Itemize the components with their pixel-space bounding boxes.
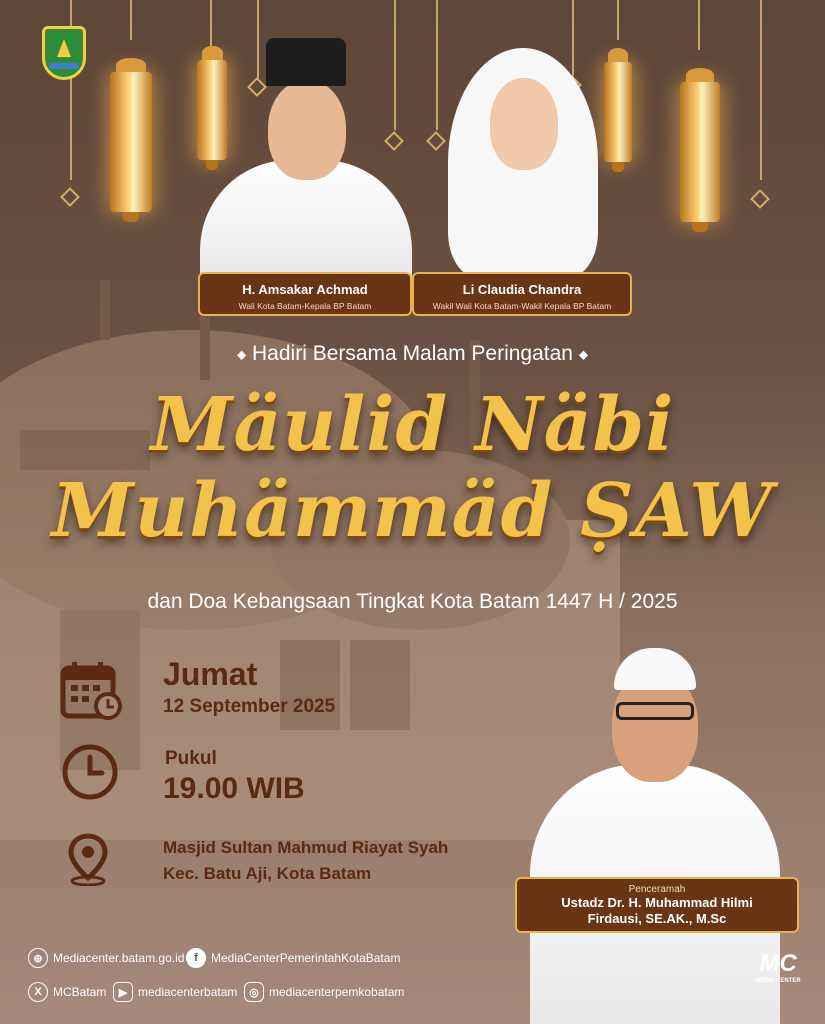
social-website[interactable] xyxy=(28,948,184,968)
youtube-icon: ▶ xyxy=(113,982,133,1002)
media-center-logo xyxy=(752,950,804,984)
official-namecard-2 xyxy=(412,272,632,316)
social-instagram[interactable] xyxy=(244,982,404,1002)
speaker-label: Penceramah xyxy=(628,884,686,895)
website-text: Mediacenter.batam.go.id xyxy=(53,951,185,965)
diamond-icon: ◆ xyxy=(578,347,589,362)
official-name: Li Claudia Chandra xyxy=(462,282,582,297)
official-name: H. Amsakar Achmad xyxy=(242,282,368,297)
portrait-speaker xyxy=(530,644,780,1024)
official-role: Wakil Wali Kota Batam-Wakil Kepala BP Batam xyxy=(432,301,612,311)
facebook-icon: f xyxy=(186,948,206,968)
portrait-amsakar-achmad xyxy=(200,30,412,280)
instagram-icon: ◎ xyxy=(244,982,264,1002)
globe-icon: ⊕ xyxy=(28,948,48,968)
mc-logo-mark: MC xyxy=(759,950,797,977)
social-facebook[interactable] xyxy=(186,948,400,968)
event-title-line2: Muhämmäd ṢAW xyxy=(51,468,774,554)
mc-logo-sub: MEDIA CENTER xyxy=(755,978,801,984)
instagram-text: mediacenterpemkobatam xyxy=(269,985,405,999)
invite-text: Hadiri Bersama Malam Peringatan xyxy=(252,342,573,365)
official-namecard-1 xyxy=(198,272,412,316)
event-title-line1: Mäulid Näbi xyxy=(150,382,675,468)
x-icon: X xyxy=(28,982,48,1002)
event-date: 12 September 2025 xyxy=(163,696,336,717)
social-x[interactable] xyxy=(28,982,106,1002)
x-text: MCBatam xyxy=(53,985,107,999)
location-pin-icon xyxy=(66,832,110,886)
diamond-icon: ◆ xyxy=(236,347,247,362)
speaker-name-line2: Firdausi, SE.AK., M.Sc xyxy=(587,911,727,926)
event-day: Jumat xyxy=(163,656,258,692)
calendar-icon xyxy=(60,660,124,722)
facebook-text: MediaCenterPemerintahKotaBatam xyxy=(211,951,401,965)
invite-line xyxy=(0,342,825,366)
venue-area: Kec. Batu Aji, Kota Batam xyxy=(163,864,372,883)
social-youtube[interactable] xyxy=(113,982,237,1002)
time-label: Pukul xyxy=(165,748,217,769)
event-time: 19.00 WIB xyxy=(163,772,305,805)
speaker-name-line1: Ustadz Dr. H. Muhammad Hilmi xyxy=(561,895,753,910)
speaker-namecard xyxy=(515,877,799,933)
batam-city-emblem xyxy=(42,26,86,80)
official-role: Wali Kota Batam-Kepala BP Batam xyxy=(238,301,372,311)
clock-icon xyxy=(60,742,120,802)
youtube-text: mediacenterbatam xyxy=(138,985,238,999)
portrait-li-claudia-chandra xyxy=(418,48,628,278)
venue-name: Masjid Sultan Mahmud Riayat Syah xyxy=(163,838,449,857)
event-tagline: dan Doa Kebangsaan Tingkat Kota Batam 1447 H / 2025 xyxy=(147,590,678,613)
